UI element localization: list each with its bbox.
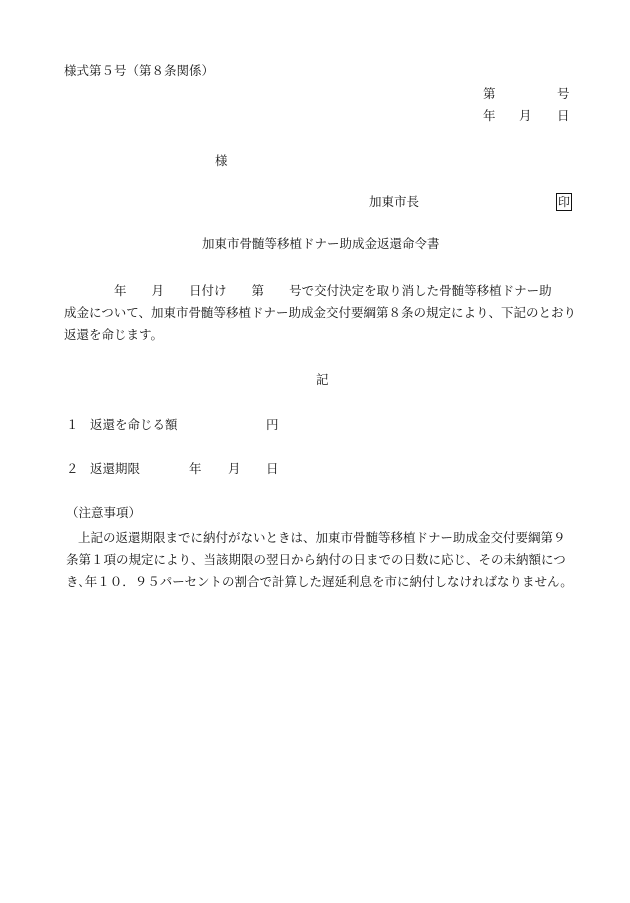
body-line-2: 成金について、加東市骨髄等移植ドナー助成金交付要綱第８条の規定により、下記のとおり <box>64 305 577 320</box>
notes-line-2: 条第１項の規定により、当該期限の翌日から納付の日までの日数に応じ、その未納額につ <box>66 552 566 567</box>
issuer-name: 加東市長 <box>369 194 420 209</box>
item-2-number: ２ <box>66 461 79 476</box>
issue-date-month: 月 <box>519 108 532 123</box>
body-line-3: 返還を命じます。 <box>64 327 164 342</box>
document-title: 加東市骨髄等移植ドナー助成金返還命令書 <box>202 236 440 251</box>
item-2-day: 日 <box>266 461 279 476</box>
item-2-label: 返還期限 <box>90 461 141 476</box>
body-year: 年 <box>114 283 127 298</box>
notes-paragraph <box>66 527 586 593</box>
body-paragraph <box>64 280 584 346</box>
document-number-suffix: 号 <box>557 86 570 101</box>
item-2-year: 年 <box>189 461 202 476</box>
notes-line-3: き､年１０．９５パーセントの割合で計算した遅延利息を市に納付しなければなりません。 <box>66 574 573 589</box>
document-number-prefix: 第 <box>483 86 496 101</box>
seal-mark: 印 <box>557 195 570 209</box>
notes-heading: （注意事項） <box>66 505 142 520</box>
ki-heading: 記 <box>316 372 329 387</box>
body-date-suffix: 日付け <box>189 283 227 298</box>
body-number-prefix: 第 <box>251 283 265 298</box>
body-line-1-rest: 号で交付決定を取り消した骨髄等移植ドナー助 <box>289 283 552 298</box>
item-1-unit: 円 <box>266 417 279 432</box>
item-1-label: 返還を命じる額 <box>90 417 178 432</box>
notes-line-1: 上記の返還期限までに納付がないときは、加東市骨髄等移植ドナー助成金交付要綱第９ <box>78 530 566 545</box>
issue-date-year: 年 <box>483 108 496 123</box>
addressee-honorific: 様 <box>215 153 228 168</box>
body-line-1 <box>64 280 584 302</box>
item-1-number: １ <box>66 417 79 432</box>
form-number-label: 様式第５号（第８条関係） <box>64 63 215 78</box>
item-2-month: 月 <box>228 461 241 476</box>
body-month: 月 <box>151 283 165 298</box>
issue-date-day: 日 <box>557 108 570 123</box>
